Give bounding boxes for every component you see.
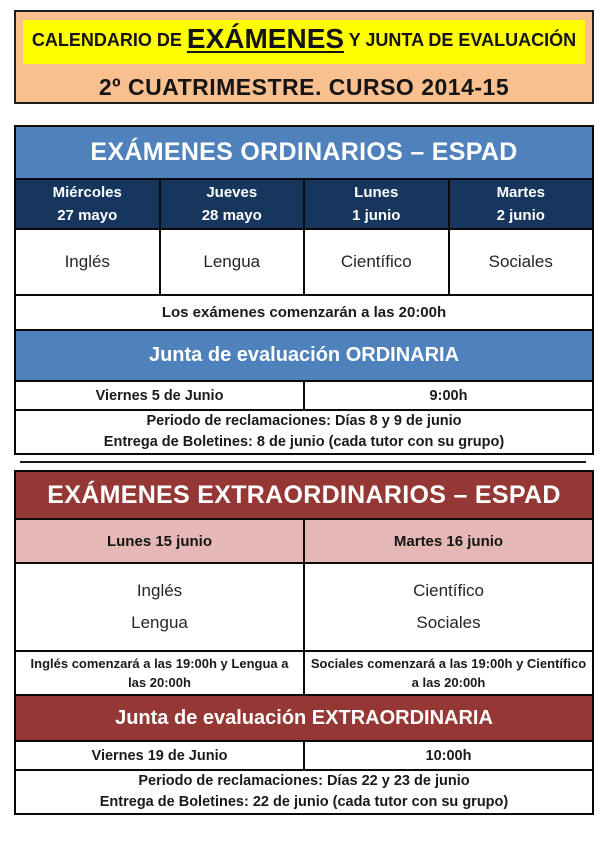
reclamaciones-cell [15, 770, 593, 814]
ordinary-subjects-row [15, 229, 593, 295]
day-weekday: Miércoles [52, 183, 122, 201]
document-header [14, 10, 594, 104]
subject-cell: Lengua [160, 229, 305, 295]
reclamaciones-text: Periodo de reclamaciones: Días 22 y 23 de junio [138, 773, 470, 790]
day-cell [304, 179, 449, 229]
ordinary-exams-table [14, 125, 594, 455]
ordinary-junta-when-row [15, 381, 593, 410]
extraordinary-table-title: EXÁMENES EXTRAORDINARIOS – ESPAD [15, 471, 593, 519]
subject-cell: Científico [304, 229, 449, 295]
ordinary-junta-row [15, 330, 593, 381]
title-prefix: CALENDARIO DE [31, 30, 187, 50]
extraordinary-title-row [15, 471, 593, 519]
ordinary-table-title: EXÁMENES ORDINARIOS – ESPAD [15, 126, 593, 179]
ordinary-days-row [15, 179, 593, 229]
boletines-text: Entrega de Boletines: 22 de junio (cada tutor con su grupo) [99, 794, 509, 811]
time-note-cell: Inglés comenzará a las 19:00h y Lengua a las 20:00h [15, 651, 304, 695]
junta-time: 10:00h [304, 741, 593, 770]
document-title [16, 20, 592, 64]
extraordinary-times-row [15, 651, 593, 695]
title-emphasis: EXÁMENES [186, 23, 345, 54]
title-suffix: Y JUNTA DE EVALUACIÓN [344, 30, 577, 50]
day-cell: Martes 16 junio [304, 519, 593, 563]
day-date: 2 junio [496, 207, 545, 224]
extraordinary-reclamaciones-row [15, 770, 593, 814]
boletines-text: Entrega de Boletines: 8 de junio (cada tutor con su grupo) [103, 434, 505, 451]
ordinary-reclamaciones-row [15, 410, 593, 454]
reclamaciones-text: Periodo de reclamaciones: Días 8 y 9 de junio [146, 413, 462, 429]
document-page [0, 10, 608, 851]
extraordinary-subjects-row [15, 563, 593, 651]
day-date: 1 junio [352, 207, 401, 224]
subject-line: Científico [413, 580, 484, 600]
extraordinary-junta-row [15, 695, 593, 741]
title-highlight-band [23, 20, 585, 64]
ordinary-title-row [15, 126, 593, 179]
day-weekday: Jueves [206, 183, 258, 201]
subject-cell: Inglés [15, 229, 160, 295]
start-note: Los exámenes comenzarán a las 20:00h [15, 295, 593, 330]
subject-cell [15, 563, 304, 651]
document-subtitle: 2º CUATRIMESTRE. CURSO 2014-15 [98, 74, 510, 100]
day-weekday: Lunes [354, 183, 399, 201]
subject-cell: Sociales [449, 229, 594, 295]
day-cell: Lunes 15 junio [15, 519, 304, 563]
section-divider [20, 461, 586, 463]
junta-extraordinaria-title: Junta de evaluación EXTRAORDINARIA [15, 695, 593, 741]
extraordinary-junta-when-row [15, 741, 593, 770]
day-cell [15, 179, 160, 229]
subject-line: Lengua [131, 613, 188, 633]
reclamaciones-cell [15, 410, 593, 454]
extraordinary-exams-table [14, 470, 594, 815]
junta-date: Viernes 5 de Junio [15, 381, 304, 410]
day-cell [160, 179, 305, 229]
day-cell [449, 179, 594, 229]
extraordinary-days-row [15, 519, 593, 563]
day-date: 28 mayo [201, 207, 262, 224]
time-note-cell: Sociales comenzará a las 19:00h y Científico a las 20:00h [304, 651, 593, 695]
subject-cell [304, 563, 593, 651]
junta-time: 9:00h [304, 381, 593, 410]
junta-ordinaria-title: Junta de evaluación ORDINARIA [15, 330, 593, 381]
day-weekday: Martes [496, 183, 545, 201]
day-date: 27 mayo [57, 207, 118, 224]
subject-line: Sociales [416, 613, 481, 633]
junta-date: Viernes 19 de Junio [15, 741, 304, 770]
ordinary-start-note-row [15, 295, 593, 330]
subject-line: Inglés [136, 580, 183, 600]
